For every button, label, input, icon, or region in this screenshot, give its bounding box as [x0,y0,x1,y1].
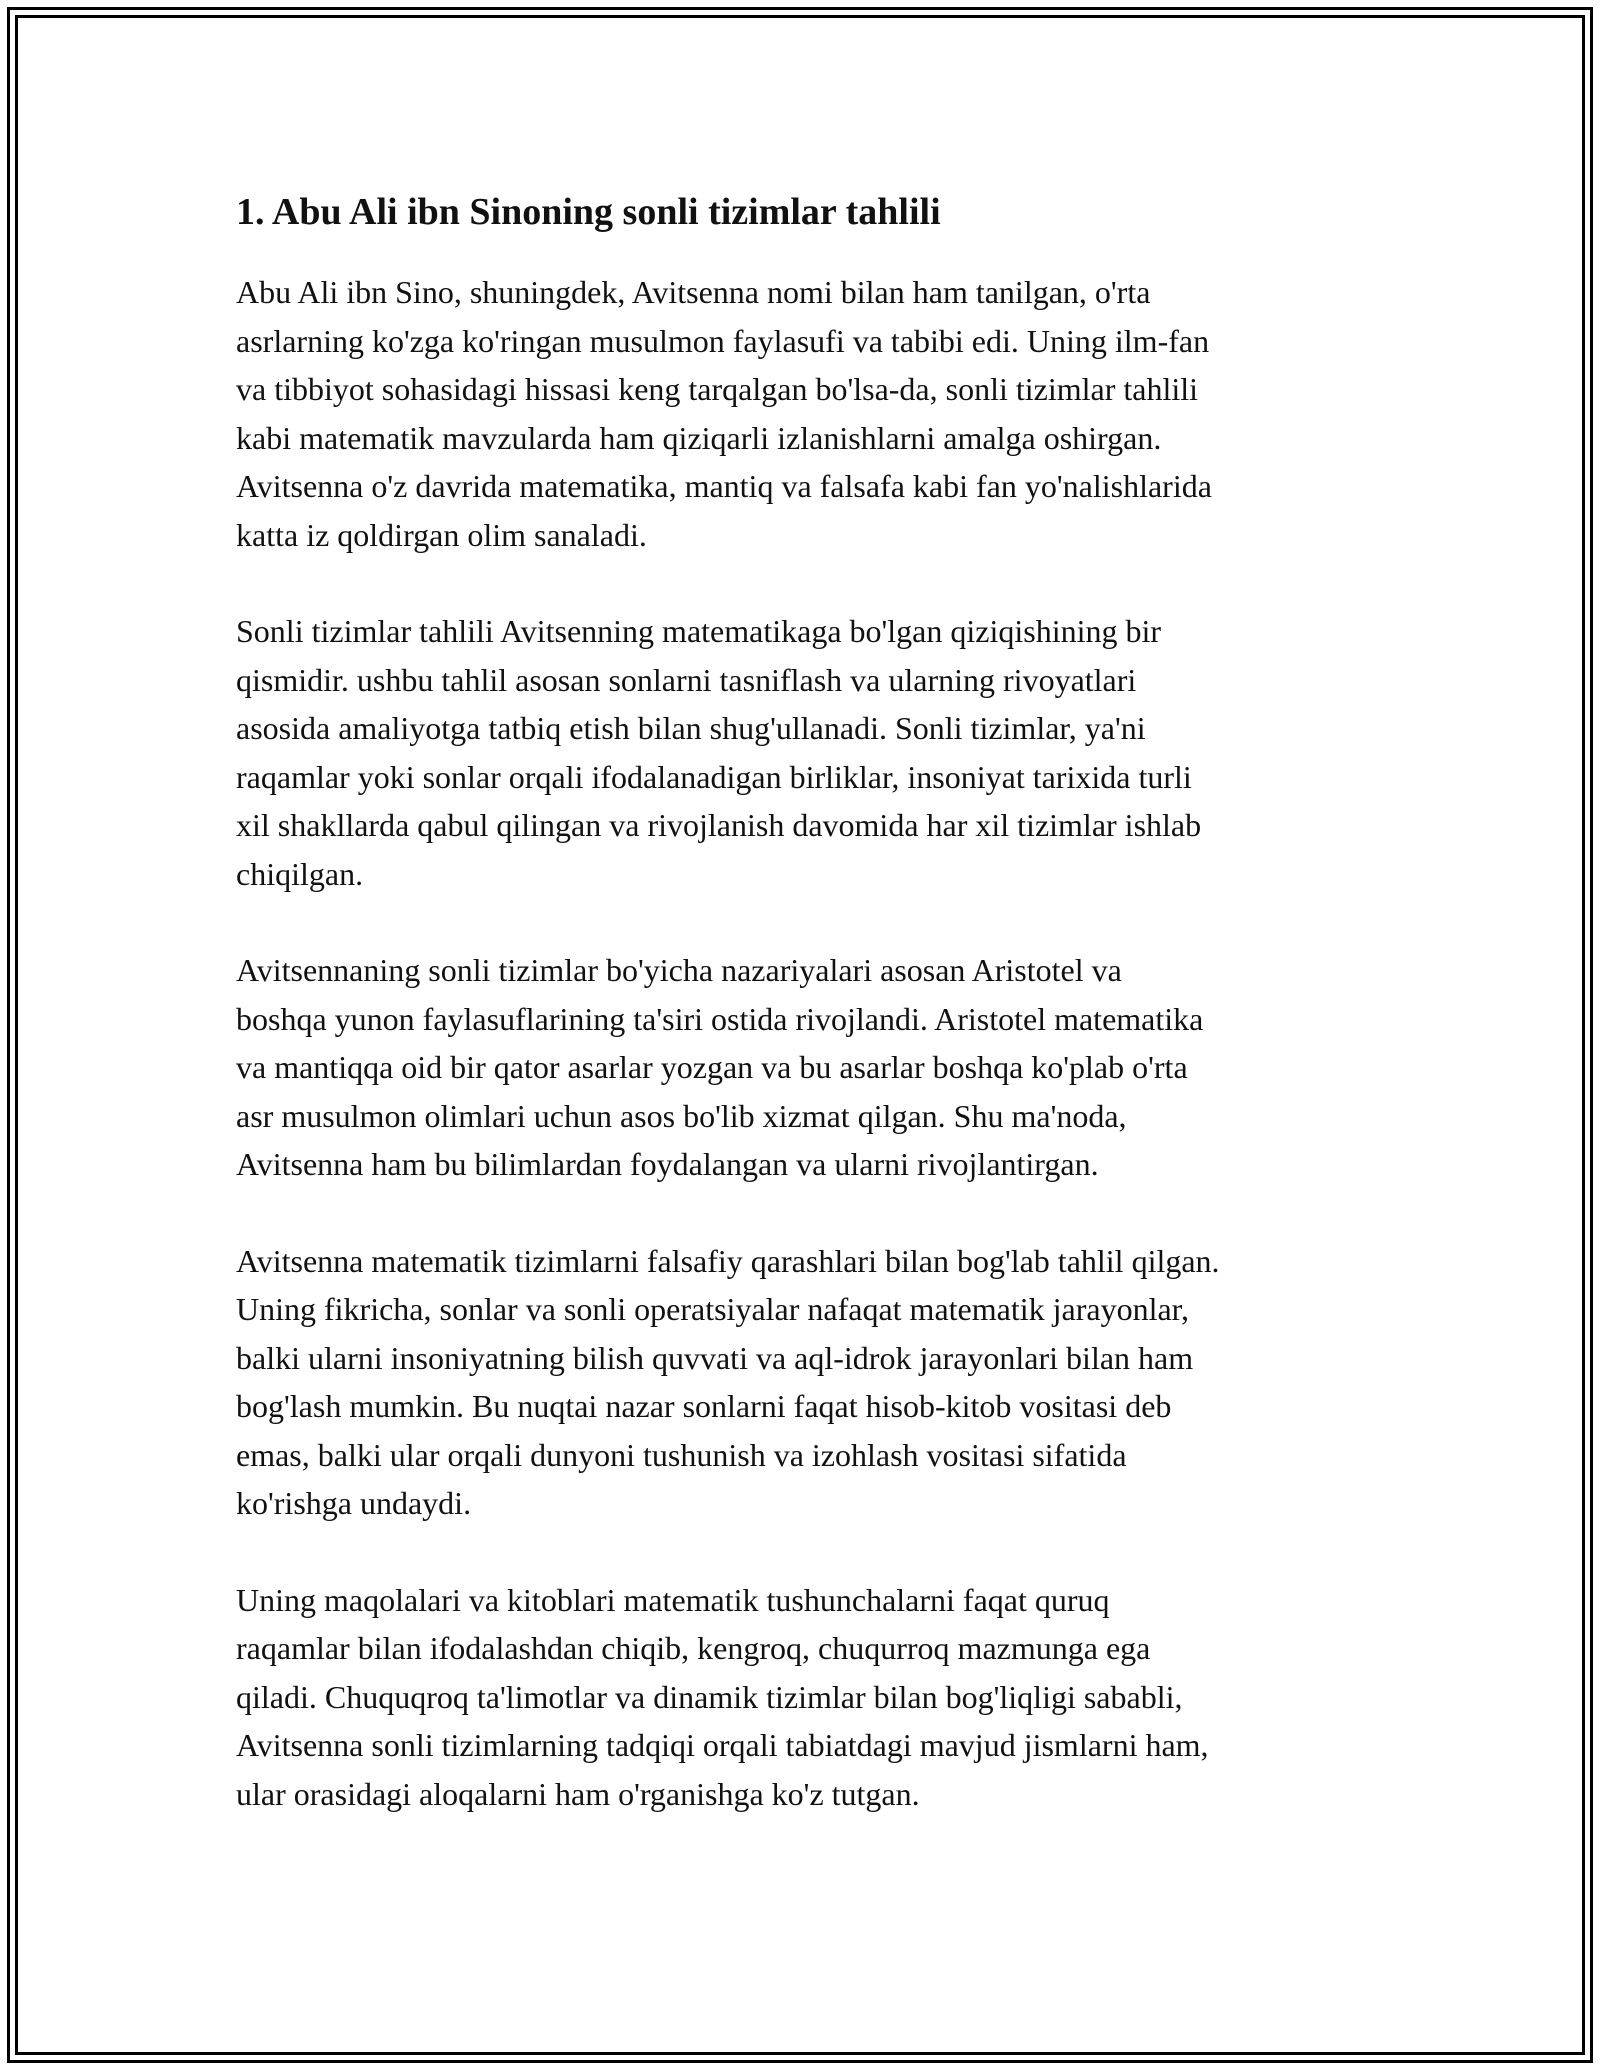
paragraph-line: qismidir. ushbu tahlil asosan sonlarni tasniflash va ularning rivoyatlari [236,661,1137,698]
section-heading: 1. Abu Ali ibn Sinoning sonli tizimlar tahlili [236,191,941,233]
paragraph-line: emas, balki ular orqali dunyoni tushunish va izohlash vositasi sifatida [236,1436,1127,1473]
paragraph-line: ular orasidagi aloqalarni ham o'rganishga ko'z tutgan. [236,1775,920,1812]
paragraph-line: raqamlar yoki sonlar orqali ifodalanadigan birliklar, insoniyat tarixida turli [236,758,1192,795]
paragraph-3 [236,946,1376,1189]
paragraph-line: asosida amaliyotga tatbiq etish bilan shug'ullanadi. Sonli tizimlar, ya'ni [236,710,1146,746]
paragraph-line: Avitsenna sonli tizimlarning tadqiqi orqali tabiatdagi mavjud jismlarni ham, [236,1727,1209,1763]
paragraph-line: Abu Ali ibn Sino, shuningdek, Avitsenna nomi bilan ham tanilgan, o'rta [236,274,1151,310]
paragraph-line: asr musulmon olimlari uchun asos bo'lib xizmat qilgan. Shu ma'noda, [236,1097,1127,1134]
paragraph-line: Uning fikricha, sonlar va sonli operatsiyalar nafaqat matematik jarayonlar, [236,1291,1190,1327]
paragraph-line: asrlarning ko'zga ko'ringan musulmon faylasufi va tabibi edi. Uning ilm-fan [236,322,1210,359]
paragraph-line: Avitsennaning sonli tizimlar bo'yicha nazariyalari asosan Aristotel va [236,952,1122,988]
paragraph-line: raqamlar bilan ifodalashdan chiqib, kengroq, chuqurroq mazmunga ega [236,1630,1151,1666]
paragraph-line: qiladi. Chuquqroq ta'limotlar va dinamik tizimlar bilan bog'liqligi sababli, [236,1678,1183,1715]
paragraph-line: kabi matematik mavzularda ham qiziqarli izlanishlarni amalga oshirgan. [236,419,1162,456]
paragraph-line: Avitsenna o'z davrida matematika, mantiq va falsafa kabi fan yo'nalishlarida [236,468,1212,504]
paragraph-line: va tibbiyot sohasidagi hissasi keng tarqalgan bo'lsa-da, sonli tizimlar tahlili [236,371,1199,407]
paragraph-line: Avitsenna matematik tizimlarni falsafiy qarashlari bilan bog'lab tahlil qilgan. [236,1242,1220,1279]
paragraph-4 [236,1237,1376,1528]
paragraph-line: Avitsenna ham bu bilimlardan foydalangan va ularni rivojlantirgan. [236,1146,1099,1182]
paragraph-line: ko'rishga undaydi. [236,1485,472,1521]
paragraph-line: balki ularni insoniyatning bilish quvvati va aql-idrok jarayonlari bilan ham [236,1339,1194,1376]
paragraph-line: va mantiqqa oid bir qator asarlar yozgan va bu asarlar boshqa ko'plab o'rta [236,1049,1188,1085]
paragraph-5 [236,1576,1376,1819]
paragraph-line: xil shakllarda qabul qilingan va rivojlanish davomida har xil tizimlar ishlab [236,807,1202,843]
paragraph-line: bog'lash mumkin. Bu nuqtai nazar sonlarni faqat hisob-kitob vositasi deb [236,1388,1172,1424]
paragraph-line: chiqilgan. [236,855,364,892]
paragraph-line: boshqa yunon faylasuflarining ta'siri ostida rivojlandi. Aristotel matematika [236,1000,1204,1037]
paragraph-line: katta iz qoldirgan olim sanaladi. [236,516,647,553]
paragraph-line: Uning maqolalari va kitoblari matematik tushunchalarni faqat quruq [236,1581,1110,1618]
paragraph-2 [236,607,1376,898]
paragraph-line: Sonli tizimlar tahlili Avitsenning matematikaga bo'lgan qiziqishining bir [236,613,1162,649]
document-body [236,186,1376,1866]
paragraph-1 [236,268,1376,559]
